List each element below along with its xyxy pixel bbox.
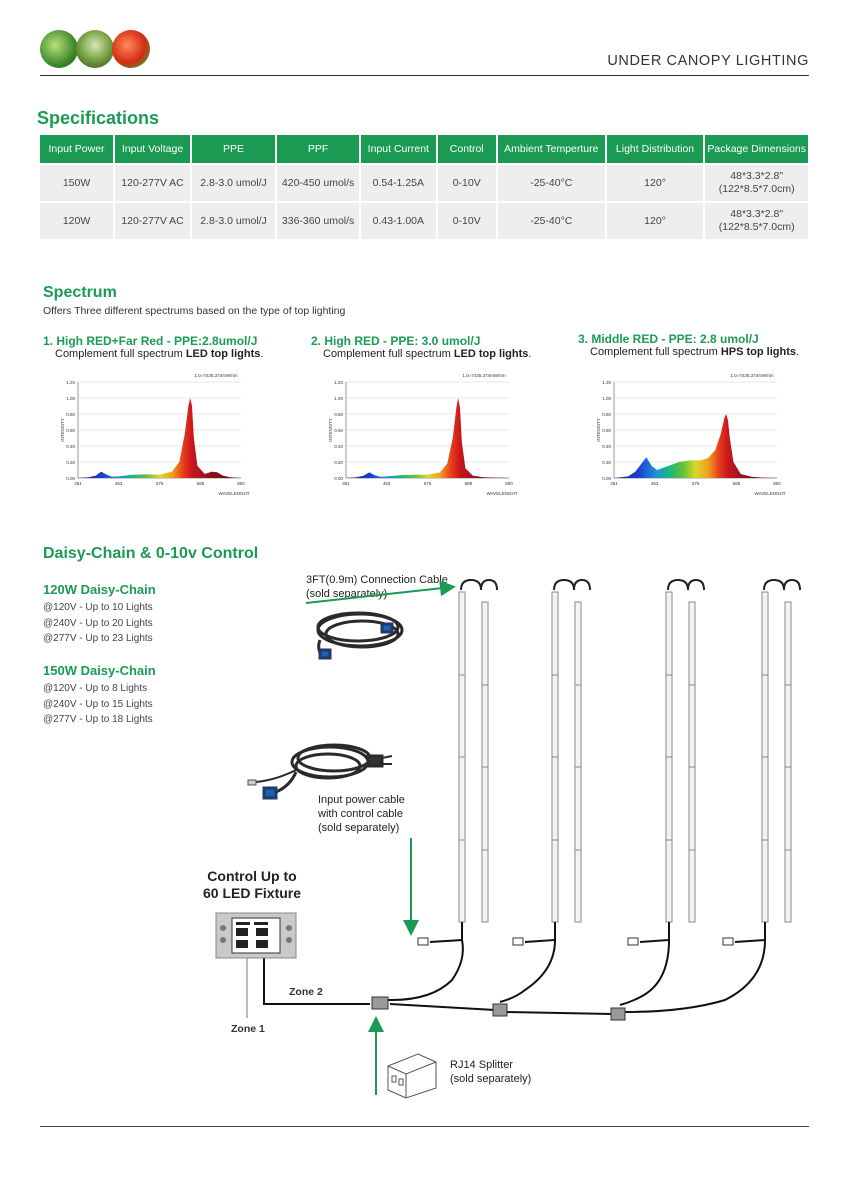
fixture-pair-1: [459, 580, 497, 922]
x-tick-label: 576: [155, 481, 164, 486]
y-tick-label: 0.00: [602, 476, 611, 481]
power-cable-image: [248, 745, 392, 798]
cell-ppe: 2.8-3.0 umol/J: [191, 164, 276, 202]
list-item: @277V - Up to 23 Lights: [43, 633, 153, 644]
zone-1-label: Zone 1: [231, 1023, 265, 1035]
desc-text: Complement full spectrum: [590, 346, 721, 358]
y-axis-label: INTENSITY: [60, 418, 65, 442]
y-tick-label: 0.00: [66, 476, 75, 481]
connector-plugs: [418, 938, 733, 945]
x-tick-label: 463: [650, 481, 659, 486]
list-item: @120V - Up to 10 Lights: [43, 602, 153, 613]
y-tick-label: 1.00: [334, 396, 343, 401]
spectrum-item-desc: [323, 348, 531, 360]
controller-line1: Control Up to: [207, 868, 297, 884]
x-tick-label: 351: [342, 481, 350, 486]
spectrum-item-title: 3. Middle RED - PPE: 2.8 umol/J: [578, 332, 759, 346]
spectrum-chart-2: [324, 370, 524, 500]
desc-text: Complement full spectrum: [323, 348, 454, 360]
splitter-image: [388, 1054, 436, 1098]
x-axis-label: WAVELENGHT: [754, 491, 786, 496]
list-item: @240V - Up to 20 Lights: [43, 617, 153, 629]
x-tick-label: 463: [114, 481, 123, 486]
spectrum-item-desc: [590, 346, 799, 358]
dim-inches: 48*3.3*2.8": [730, 170, 784, 182]
cell-dimensions: [704, 202, 808, 239]
x-tick-label: 463: [382, 481, 391, 486]
footer-divider: [40, 1126, 809, 1127]
col-input-voltage: Input Voltage: [114, 135, 191, 164]
cell-ppf: 336-360 umol/s: [276, 202, 360, 239]
col-input-current: Input Current: [360, 135, 437, 164]
y-tick-label: 0.40: [602, 444, 611, 449]
specifications-title: Specifications: [37, 108, 160, 128]
cell-control: 0-10V: [437, 164, 497, 202]
cell-temp: -25-40°C: [497, 164, 606, 202]
zone-2-label: Zone 2: [289, 986, 323, 998]
y-tick-label: 1.30: [602, 380, 611, 385]
y-axis-label: INTENSITY: [596, 418, 601, 442]
daisy-chain-diagram: [0, 560, 849, 1120]
chart-note: 1.0=7435.374mW/nm: [194, 373, 238, 378]
cell-temp: -25-40°C: [497, 202, 606, 239]
desc-end: .: [260, 348, 264, 360]
header-logo: [40, 30, 152, 70]
table-header-row: [40, 135, 808, 164]
spectrum-item-title: 2. High RED - PPE: 3.0 umol/J: [311, 334, 481, 348]
col-ppe: PPE: [191, 135, 276, 164]
fixture-pair-4: [762, 580, 800, 922]
cell-distribution: 120°: [606, 164, 705, 202]
y-tick-label: 0.20: [334, 460, 343, 465]
chart-note: 1.0=7435.374mW/nm: [462, 373, 506, 378]
desc-end: .: [796, 346, 800, 358]
cell-power: 120W: [40, 202, 114, 239]
y-tick-label: 0.60: [66, 428, 75, 433]
power-cable-line2: with control cable: [318, 808, 403, 820]
spectrum-area: [78, 398, 241, 478]
cell-voltage: 120-277V AC: [114, 202, 191, 239]
led-fixtures: [459, 580, 800, 922]
spectrum-item-2: [311, 334, 531, 360]
y-tick-label: 0.80: [66, 412, 75, 417]
cell-dimensions: [704, 164, 808, 202]
y-tick-label: 1.00: [602, 396, 611, 401]
list-item: @120V - Up to 8 Lights: [43, 683, 148, 694]
x-tick-label: 576: [691, 481, 700, 486]
logo-tomato-image: [112, 30, 150, 68]
spectrum-item-title: 1. High RED+Far Red - PPE:2.8umol/J: [43, 334, 258, 348]
y-tick-label: 1.20: [334, 380, 343, 385]
fixture-pair-2: [552, 580, 590, 922]
connection-cable-image: [318, 613, 402, 658]
x-tick-label: 800: [237, 481, 245, 486]
splitter-note: (sold separately): [450, 1073, 532, 1085]
desc-bold: LED top lights: [453, 348, 529, 360]
x-tick-label: 800: [505, 481, 513, 486]
dim-cm: (122*8.5*7.0cm): [718, 221, 795, 233]
col-ppf: PPF: [276, 135, 360, 164]
desc-end: .: [528, 348, 532, 360]
y-tick-label: 1.00: [66, 396, 75, 401]
spectrum-item-3: [578, 332, 799, 358]
col-package-dimensions: Package Dimensions: [704, 135, 808, 164]
y-tick-label: 0.80: [334, 412, 343, 417]
col-input-power: Input Power: [40, 135, 114, 164]
green-arrows: [306, 587, 452, 1095]
x-axis-label: WAVELENGHT: [486, 491, 518, 496]
spectrum-subtitle: Offers Three different spectrums based on the type of top lighting: [43, 305, 346, 317]
y-tick-label: 1.20: [66, 380, 75, 385]
spectrum-chart-1: [56, 370, 256, 500]
x-tick-label: 351: [74, 481, 82, 486]
connection-cable-note: (sold separately): [306, 588, 388, 600]
y-tick-label: 0.60: [602, 428, 611, 433]
chart-note: 1.0=7435.374mW/nm: [730, 373, 774, 378]
list-item: @240V - Up to 15 Lights: [43, 698, 153, 710]
spectrum-chart-3: [592, 370, 792, 500]
chain-group-title: 120W Daisy-Chain: [43, 582, 156, 597]
col-control: Control: [437, 135, 497, 164]
cell-voltage: 120-277V AC: [114, 164, 191, 202]
logo-greenhouse-image: [76, 30, 114, 68]
controller-line2: 60 LED Fixture: [202, 885, 302, 901]
desc-text: Complement full spectrum: [55, 348, 186, 360]
y-tick-label: 0.30: [602, 460, 611, 465]
power-cable-line1: Input power cable: [318, 794, 405, 806]
cell-current: 0.54-1.25A: [360, 164, 437, 202]
header-title: UNDER CANOPY LIGHTING: [607, 53, 809, 69]
y-tick-label: 0.00: [334, 476, 343, 481]
cell-distribution: 120°: [606, 202, 705, 239]
y-axis-label: INTENSITY: [328, 418, 333, 442]
y-tick-label: 0.40: [66, 444, 75, 449]
wiring: [264, 922, 765, 1020]
x-axis-label: WAVELENGHT: [218, 491, 250, 496]
cell-current: 0.43-1.00A: [360, 202, 437, 239]
daisy-chain-title: Daisy-Chain & 0-10v Control: [43, 545, 259, 562]
y-tick-label: 0.60: [334, 428, 343, 433]
dim-cm: (122*8.5*7.0cm): [718, 183, 795, 195]
splitter-name: RJ14 Splitter: [450, 1059, 513, 1071]
x-tick-label: 351: [610, 481, 618, 486]
cell-ppf: 420-450 umol/s: [276, 164, 360, 202]
table-row: [40, 202, 808, 239]
col-ambient-temperature: Ambient Temperture: [497, 135, 606, 164]
x-tick-label: 688: [732, 481, 741, 486]
cell-power: 150W: [40, 164, 114, 202]
chain-group-title: 150W Daisy-Chain: [43, 663, 156, 678]
x-tick-label: 576: [423, 481, 432, 486]
x-tick-label: 688: [464, 481, 473, 486]
controller-image: [216, 913, 296, 958]
header-divider: [40, 75, 809, 76]
table-row: [40, 164, 808, 202]
y-tick-label: 0.20: [66, 460, 75, 465]
spectrum-item-desc: [55, 348, 263, 360]
cell-ppe: 2.8-3.0 umol/J: [191, 202, 276, 239]
spectrum-item-1: [43, 334, 263, 360]
y-tick-label: 0.80: [602, 412, 611, 417]
connection-cable-name: 3FT(0.9m) Connection Cable: [306, 574, 448, 586]
fixture-pair-3: [666, 580, 704, 922]
desc-bold: LED top lights: [185, 348, 261, 360]
x-tick-label: 800: [773, 481, 781, 486]
spectrum-area: [346, 398, 509, 478]
specifications-table: [40, 135, 808, 239]
col-light-distribution: Light Distribution: [606, 135, 705, 164]
logo-lettuce-image: [40, 30, 78, 68]
spectrum-title: Spectrum: [43, 284, 117, 301]
power-cable-note: (sold separately): [318, 822, 400, 834]
list-item: @277V - Up to 18 Lights: [43, 714, 153, 725]
dim-inches: 48*3.3*2.8": [730, 208, 784, 220]
cell-control: 0-10V: [437, 202, 497, 239]
x-tick-label: 688: [196, 481, 205, 486]
y-tick-label: 0.40: [334, 444, 343, 449]
desc-bold: HPS top lights: [720, 346, 796, 358]
